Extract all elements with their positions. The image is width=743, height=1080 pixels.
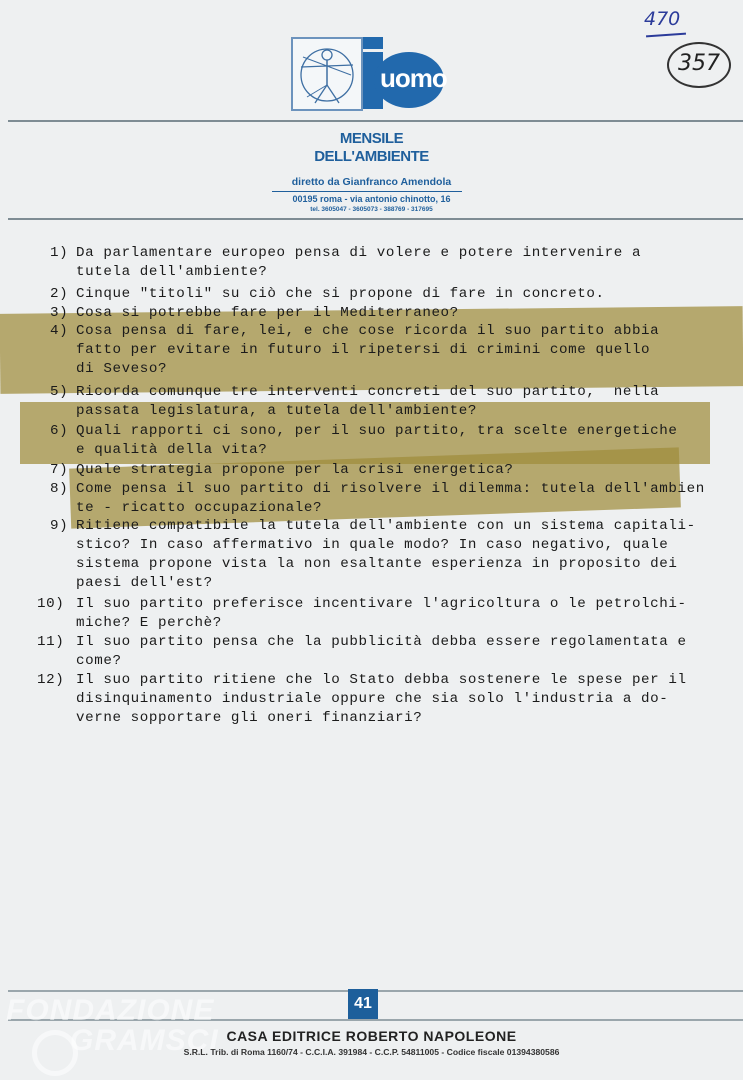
question-number: 2) xyxy=(50,286,69,302)
phones-line: tel. 3605047 - 3605073 - 388769 - 317695 xyxy=(310,206,433,213)
question-text-line: verne sopportare gli oneri finanziari? xyxy=(76,710,423,726)
question-text-line: disinquinamento industriale oppure che sia solo l'industria a do- xyxy=(76,691,669,707)
question-text-line: Il suo partito ritiene che lo Stato debba sostenere le spese per il xyxy=(76,672,687,688)
question-text-line: stico? In caso affermativo in quale modo? In caso negativo, quale xyxy=(76,537,669,553)
question-text-line: Come pensa il suo partito di risolvere il dilemma: tutela dell'ambien xyxy=(76,481,705,497)
question-number: 9) xyxy=(50,518,69,534)
question-text-line: te - ricatto occupazionale? xyxy=(76,500,323,516)
director-underline xyxy=(272,191,462,192)
question-text-line: e qualità della vita? xyxy=(76,442,268,458)
header-rule-top xyxy=(8,120,743,122)
question-number: 6) xyxy=(50,423,69,439)
question-text-line: sistema propone vista la non esaltante esperienza in proposito dei xyxy=(76,556,678,572)
header-rule-bottom xyxy=(8,218,743,220)
question-number: 10) xyxy=(37,596,65,612)
logo-i-dot xyxy=(363,37,383,52)
handwritten-circled-number: 357 xyxy=(667,42,731,88)
handwritten-underline xyxy=(646,33,686,38)
handwritten-number-top: 470 xyxy=(644,8,681,30)
question-text-line: di Seveso? xyxy=(76,361,168,377)
question-text-line: Cosa si potrebbe fare per il Mediterraneo? xyxy=(76,305,459,321)
question-number: 7) xyxy=(50,462,69,478)
question-text-line: passata legislatura, a tutela dell'ambiente? xyxy=(76,403,478,419)
question-text-line: Da parlamentare europeo pensa di volere e potere intervenire a xyxy=(76,245,642,261)
logo-text: uomo xyxy=(380,63,447,93)
question-text-line: miche? E perchè? xyxy=(76,615,222,631)
question-number: 1) xyxy=(50,245,69,261)
question-text-line: Cosa pensa di fare, lei, e che cose ricorda il suo partito abbia xyxy=(76,323,660,339)
question-number: 5) xyxy=(50,384,69,400)
question-text-line: Ritiene compatibile la tutela dell'ambiente con un sistema capitali- xyxy=(76,518,696,534)
question-text-line: Cinque "titoli" su ciò che si propone di fare in concreto. xyxy=(76,286,605,302)
masthead-title-line1: MENSILE xyxy=(339,130,404,147)
publisher-legal: S.R.L. Trib. di Roma 1160/74 - C.C.I.A. 391984 - C.C.P. 54811005 - Codice fiscale 01394380586 xyxy=(183,1047,560,1057)
question-text-line: Il suo partito preferisce incentivare l'agricoltura o le petrolchi- xyxy=(76,596,687,612)
question-text-line: Quale strategia propone per la crisi energetica? xyxy=(76,462,514,478)
question-text-line: paesi dell'est? xyxy=(76,575,213,591)
question-number: 8) xyxy=(50,481,69,497)
question-number: 4) xyxy=(50,323,69,339)
question-number: 11) xyxy=(37,634,65,650)
question-number: 3) xyxy=(50,305,69,321)
question-number: 12) xyxy=(37,672,65,688)
director-line: diretto da Gianfranco Amendola xyxy=(291,176,452,188)
watermark-text-1: FONDAZIONE xyxy=(6,994,215,1027)
vitruvian-man-icon xyxy=(293,39,361,109)
publisher-name: CASA EDITRICE ROBERTO NAPOLEONE xyxy=(226,1028,517,1044)
watermark-text-2: GRAMSCI xyxy=(70,1024,219,1057)
question-text-line: come? xyxy=(76,653,122,669)
question-text-line: tutela dell'ambiente? xyxy=(76,264,268,280)
question-text-line: fatto per evitare in futuro il ripetersi di crimini come quello xyxy=(76,342,651,358)
question-text-line: Ricorda comunque tre interventi concreti del suo partito, nella xyxy=(76,384,660,400)
question-text-line: Quali rapporti ci sono, per il suo partito, tra scelte energetiche xyxy=(76,423,678,439)
masthead-title-line2: DELL'AMBIENTE xyxy=(314,148,429,165)
question-text-line: Il suo partito pensa che la pubblicità debba essere regolamentata e xyxy=(76,634,687,650)
page-number-badge: 41 xyxy=(348,989,378,1019)
vitruvian-logo xyxy=(291,37,363,111)
address-line: 00195 roma - via antonio chinotto, 16 xyxy=(292,194,451,204)
